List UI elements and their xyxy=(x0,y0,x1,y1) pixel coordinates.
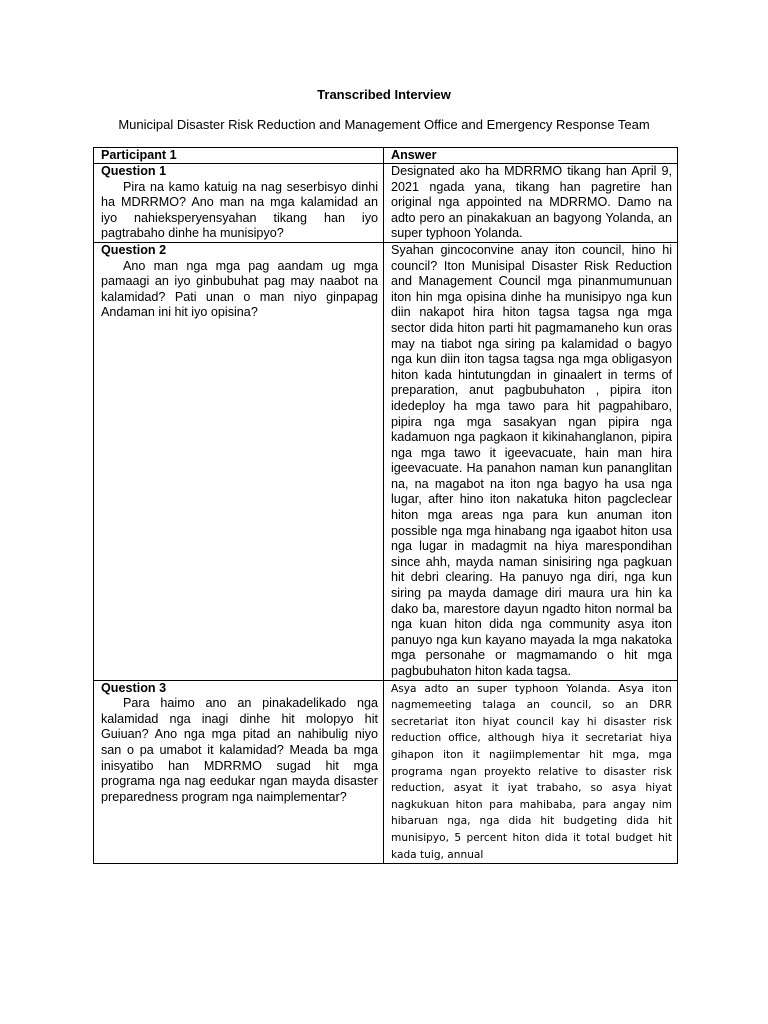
question-label: Question 2 xyxy=(101,242,167,257)
document-title: Transcribed Interview xyxy=(317,87,451,102)
question-cell xyxy=(94,242,384,680)
question-text: Para haimo ano an pinakadelikado nga kalamidad nga inagi dinhe hit molopyo hit Guiuan? Ano nga mga pitad an nahibulig niyo san o pa umabot it kalamidad? Meada ba mga inisyatibo han MDRRMO sugad hit mga programa nga nag eedukar ngan mayda disaster preparedness program nga naimplementar? xyxy=(101,696,378,804)
document-subtitle: Municipal Disaster Risk Reduction and Management Office and Emergency Response Team xyxy=(118,117,650,132)
answer-text: Syahan gincoconvine anay iton council, hino hi council? Iton Munisipal Disaster Risk Reduction and Management Council mga pinanmumunuan iton hin mga opisina dinhe ha munisipyo nga kun diin nakapot hira hiton tagsa tagsa nga mga sector dida hiton parti hit pagmamaneho kun oras may na tiabot nga siring pa kalamidad o bagyo nga kun diin iton tagsa tagsa nga mga obligasyon hiton kada hintutungdan in ginaalert in terms of preparation, anut pagbubuhaton , pipira iton idedeploy ha mga tawo para hit pagpahibaro, pipira nga mga sasakyan ngan pipira nga kadamuon nga pagkaon it kikinahanglanon, pipira nga mga tawo it igeevacuate, hain man hira igeevacuate. Ha panahon naman kun pananglitan na, na magabot na iton nga bagyo ha usa nga lugar, after hino iton nakatuka hiton pagcleclear hiton mga areas nga para kun anuman iton possible nga mga hinabang nga igaabot hiton usa nga lugar in madagmit na hiya marespondihan since ahh, mayda naman sinisiring nga pagkuan hit debri clearing. Ha panuyo nga diri, nga kun siring pa mayda damage diri maura ura hin ka dako ba, marestore dayun ngadto hiton normal ba nga kuan hiton dida nga community asya iton panuyo nga kun kayano mayada la mga nakatoka mga personahe or magmamando o hit mga pagbubuhaton hiton kada tagsa. xyxy=(391,242,672,678)
table-row xyxy=(94,242,678,680)
question-label: Question 1 xyxy=(101,164,167,178)
answer-cell xyxy=(384,164,678,243)
question-label: Question 3 xyxy=(101,680,167,695)
interview-table xyxy=(93,147,678,864)
participant-header: Participant 1 xyxy=(94,148,384,164)
question-text: Ano man nga mga pag aandam ug mga pamaagi an iyo ginbubuhat pag may naabot na kalamidad? Pati unan o man niyo ginpapag Andaman ini hit iyo opisina? xyxy=(101,258,378,320)
answer-text: Asya adto an super typhoon Yolanda. Asya iton nagmemeeting talaga an council, so an DRR secretariat iton hiyat council kay hi disaster risk reduction office, although hiya it secretariat hiya gihapon iton it nagiimplementar hit mga, mga programa ngan proyekto relative to disaster risk reduction, asyat it iyat trabaho, so asya hiyat nagkukuan hiton para mahibaba, para angay nim hibaruan nga, nga dida hit budgeting dida hit munisipyo, 5 percent hiton dida it total budget hit kada tuig, annual xyxy=(391,682,672,861)
answer-header: Answer xyxy=(384,148,678,164)
question-cell xyxy=(94,164,384,243)
question-cell xyxy=(94,680,384,864)
answer-cell xyxy=(384,680,678,864)
answer-text: Designated ako ha MDRRMO tikang han April 9, 2021 ngada yana, tikang han pagretire han original nga appointed na MDRRMO. Damo na adto pero an pinakakuan an bagyong Yolanda, an super typhoon Yolanda. xyxy=(391,164,672,241)
answer-cell xyxy=(384,242,678,680)
table-header-row xyxy=(94,148,678,164)
table-row xyxy=(94,164,678,243)
question-text: Pira na kamo katuig na nag seserbisyo dinhi ha MDRRMO? Ano man na mga kalamidad an iyo nahieksperyensyahan tikang han iyo pagtrabaho dinhe ha munisipyo? xyxy=(101,179,378,241)
table-row xyxy=(94,680,678,864)
